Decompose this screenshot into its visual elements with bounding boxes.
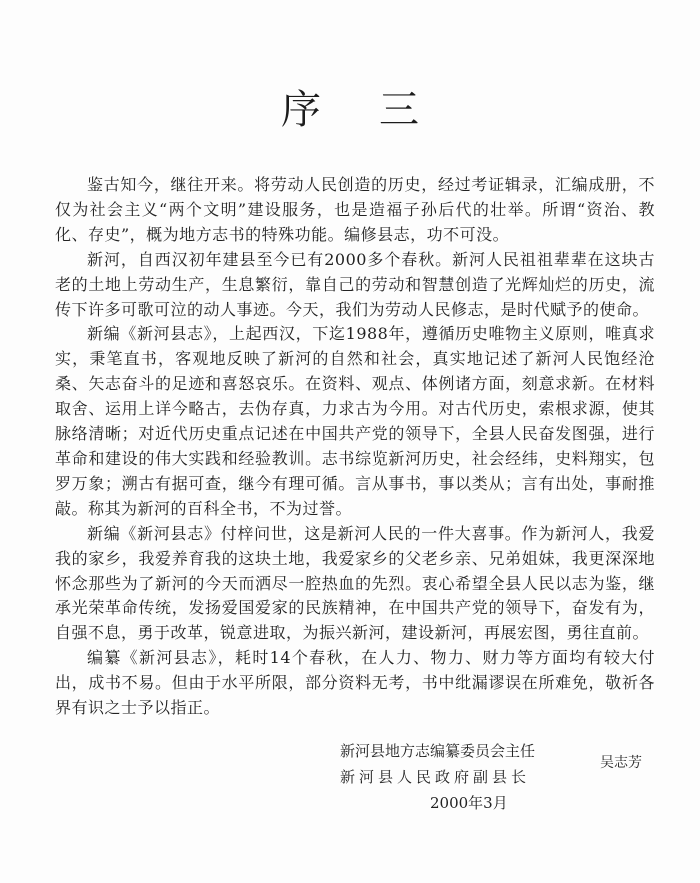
page-title: 序三 <box>281 87 477 133</box>
paragraph-5: 编纂《新河县志》，耗时14个春秋，在人力、物力、财力等方面均有较大付出，成书不易。但由于水平所限，部分资料无考，书中纰漏谬误在所难免，敬祈各界有识之士予以指正。 <box>55 648 655 718</box>
signer-title-2: 新河县人民政府副县长 <box>340 768 531 786</box>
paragraph-3: 新编《新河县志》，上起西汉，下迄1988年，遵循历史唯物主义原则，唯真求实，秉笔直书，客观地反映了新河的自然和社会，真实地记述了新河人民饱经沧桑、矢志奋斗的足迹和喜怒哀乐。在资料、观点、体例诸方面，刻意求新。在材料取舍、运用上详今略古，去伪存真，力求古为今用。对古代历史，索根求源，使其脉络清晰；对近代历史重点记述在中国共产党的领导下，全县人民奋发图强，进行革命和建设的伟大实践和经验教训。志书综览新河历史，社会经纬，史料翔实，包罗万象；溯古有据可查，继今有理可循。言从事书，事以类从；言有出处，事耐推敲。称其为新河的百科全书，不为过誉。 <box>55 324 655 518</box>
paragraph-1: 鉴古知今，继往开来。将劳动人民创造的历史，经过考证辑录，汇编成册，不仅为社会主义“两个文明”建设服务，也是造福子孙后代的壮举。所谓“资治、教化、存史”，概为地方志书的特殊功能。编修县志，功不可没。 <box>55 175 655 244</box>
paragraph-4: 新编《新河县志》付梓问世，这是新河人民的一件大喜事。作为新河人，我爱我的家乡，我爱养育我的这块土地，我爱家乡的父老乡亲、兄弟姐妹，我更深深地怀念那些为了新河的今天而洒尽一腔热血的先烈。衷心希望全县人民以志为鉴，继承光荣革命传统，发扬爱国爱家的民族精神，在中国共产党的领导下，奋发有为，自强不息，勇于改革，锐意进取，为振兴新河，建设新河，再展宏图，勇往直前。 <box>55 523 655 643</box>
paragraph-2: 新河，自西汉初年建县至今已有2000多个春秋。新河人民祖祖辈辈在这块古老的土地上劳动生产，生息繁衍，靠自己的劳动和智慧创造了光辉灿烂的历史，流传下许多可歌可泣的动人事迹。今天，我们为劳动人民修志，是时代赋予的使命。 <box>55 249 655 319</box>
preface-body <box>55 173 655 721</box>
signature-date: 2000年3月 <box>430 794 508 812</box>
signer-title-1: 新河县地方志编纂委员会主任 <box>340 742 536 760</box>
signature-block <box>340 738 660 816</box>
signer-name: 吴志芳 <box>600 755 642 771</box>
